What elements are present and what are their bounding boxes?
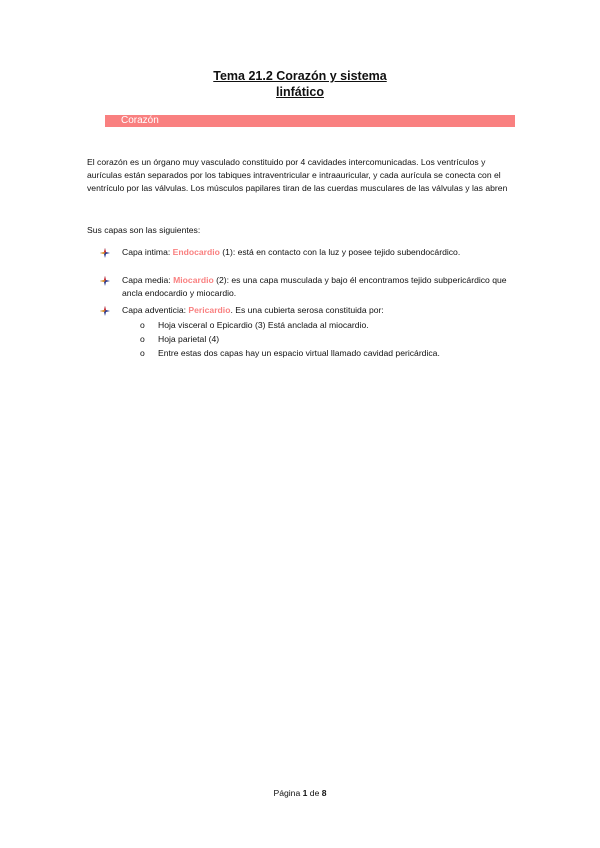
layer-label: Capa media: xyxy=(122,275,174,285)
sub-item-text: Entre estas dos capas hay un espacio virtual llamado cavidad pericárdica. xyxy=(158,348,440,358)
current-page-number: 1 xyxy=(302,788,308,798)
sub-item-text: Hoja parietal (4) xyxy=(158,334,220,344)
layer-term: Miocardio xyxy=(173,275,214,285)
star-bullet-icon xyxy=(100,248,110,258)
total-pages: 8 xyxy=(321,788,327,798)
star-bullet-icon xyxy=(100,276,110,286)
title-line-2: linfático xyxy=(276,85,324,99)
layer-description: . Es una cubierta serosa constituida por: xyxy=(230,305,384,315)
footer-prefix: Página xyxy=(273,788,303,798)
page-title xyxy=(0,68,600,100)
sub-item-text: Hoja visceral o Epicardio (3) Está anclada al miocardio. xyxy=(158,320,369,330)
layers-intro: Sus capas son las siguientes: xyxy=(87,225,201,235)
footer-separator: de xyxy=(307,788,322,798)
intro-paragraph: El corazón es un órgano muy vasculado constituido por 4 cavidades intercomunicadas. Los ventrículos y aurículas están separados por los tabiques intraventricular e intraauricular, y cada aurícula se conecta con el ventrículo por las válvulas. Los músculos papilares tiran de las cuerdas musculares de las válvulas y las abren xyxy=(87,157,508,194)
circle-bullet: o xyxy=(140,320,145,330)
title-line-1: Tema 21.2 Corazón y sistema xyxy=(213,69,387,83)
layer-number: (1) xyxy=(219,247,233,257)
layer-number: (2 xyxy=(213,275,224,285)
layer-term: Endocardio xyxy=(172,247,220,257)
circle-bullet: o xyxy=(140,348,145,358)
layer-label: Capa intima: xyxy=(122,247,173,257)
section-heading-bar xyxy=(105,115,515,127)
layer-description: : está en contacto con la luz y posee tejido subendocárdico. xyxy=(232,247,461,257)
circle-bullet: o xyxy=(140,334,145,344)
layer-description: ): es una capa musculada y bajo él encontramos tejido subpericárdico que ancla endocardio y miocardio. xyxy=(122,275,507,299)
page-footer xyxy=(0,788,600,798)
layer-term: Pericardio xyxy=(188,305,231,315)
layer-label: Capa adventicia: xyxy=(122,305,189,315)
section-heading: Corazón xyxy=(121,115,159,126)
star-bullet-icon xyxy=(100,306,110,316)
